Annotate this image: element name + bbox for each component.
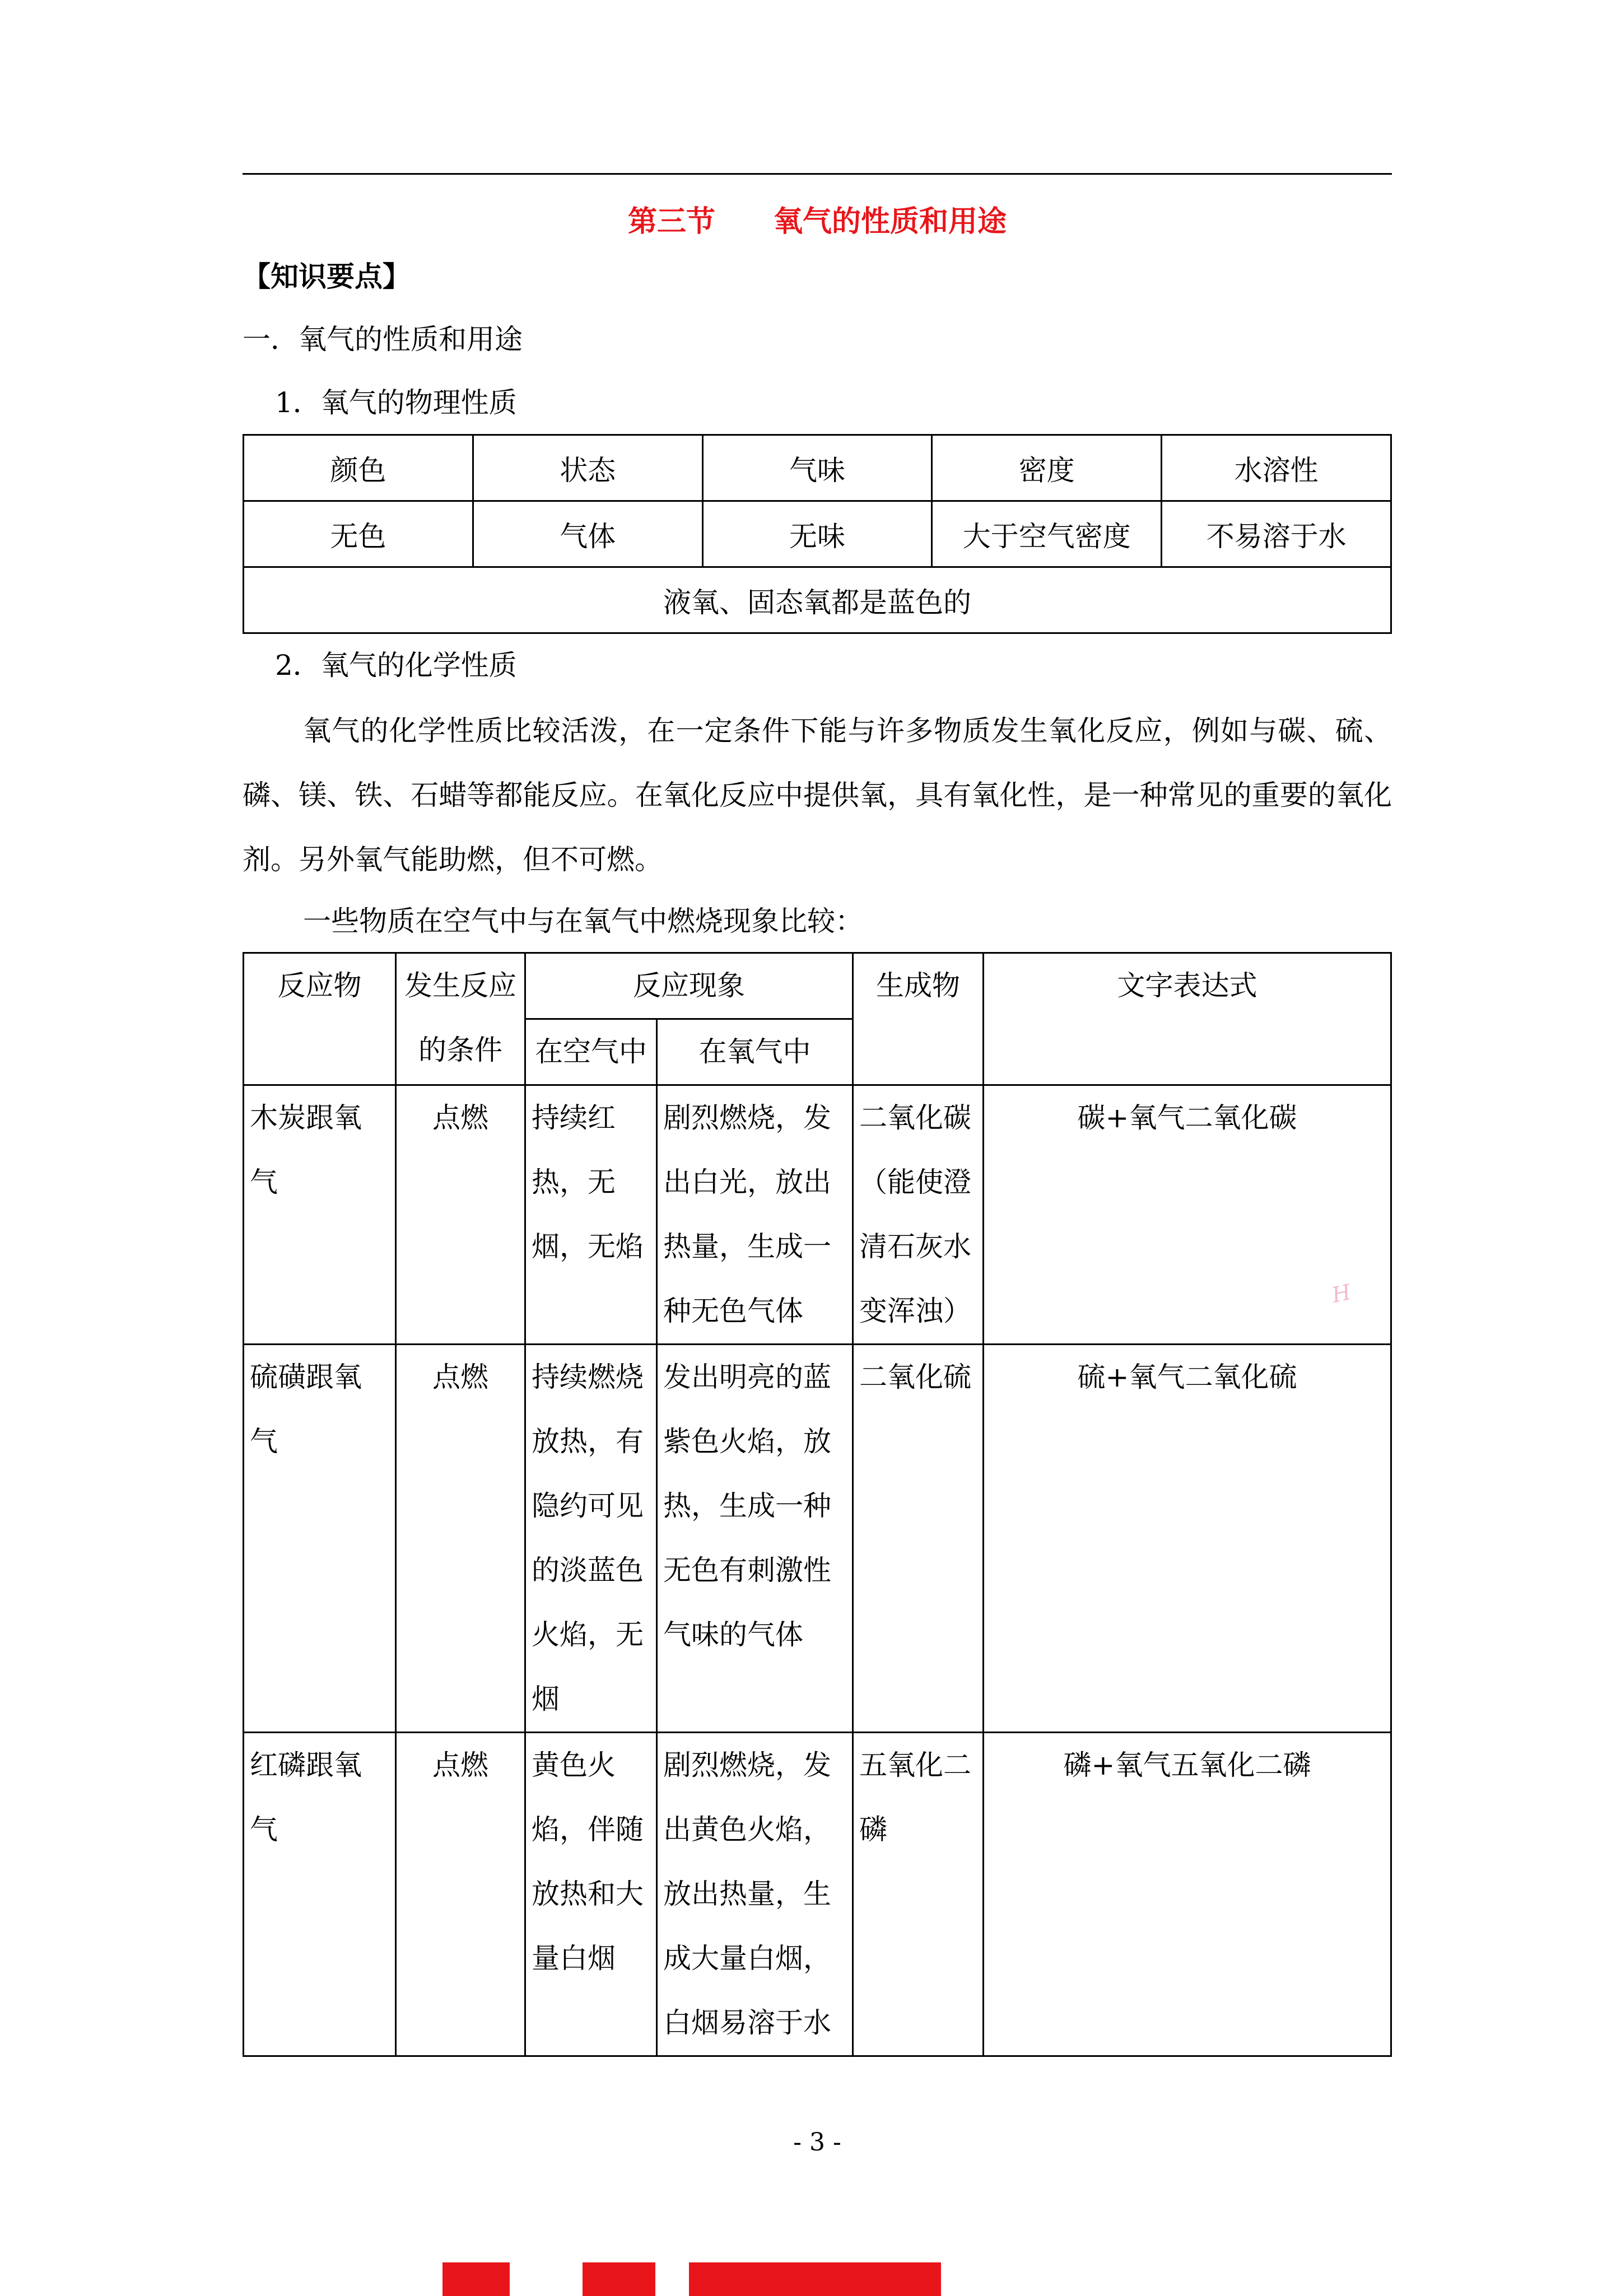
condition-cell: 点燃 [396, 1733, 525, 2056]
header-condition: 发生反应的条件 [396, 953, 525, 1085]
value-cell-density: 大于空气密度 [932, 501, 1162, 567]
watermark-mark: H [1329, 1280, 1353, 1308]
header-reactant: 反应物 [244, 953, 396, 1085]
table-row [244, 501, 1391, 567]
header-cell-color: 颜色 [244, 435, 473, 501]
subheading-chemical: 2．氧气的化学性质 [275, 649, 517, 682]
table-row [244, 1733, 1391, 2056]
physical-properties-table [243, 434, 1392, 634]
header-rule [243, 173, 1392, 175]
in-air-cell: 持续燃烧放热，有隐约可见的淡蓝色火焰，无烟 [525, 1345, 657, 1733]
header-in-air: 在空气中 [525, 1019, 657, 1085]
in-oxygen-cell: 发出明亮的蓝紫色火焰，放热，生成一种无色有刺激性气味的气体 [657, 1345, 853, 1733]
page-number: - 3 - [793, 2128, 841, 2157]
in-air-cell: 黄色火焰，伴随放热和大量白烟 [525, 1733, 657, 2056]
condition-cell: 点燃 [396, 1345, 525, 1733]
cut-off-text-fragment [689, 2262, 756, 2296]
header-cell-state: 状态 [473, 435, 702, 501]
value-cell-odor: 无味 [702, 501, 932, 567]
in-oxygen-cell: 剧烈燃烧，发出黄色火焰，放出热量，生成大量白烟，白烟易溶于水 [657, 1733, 853, 2056]
value-cell-state: 气体 [473, 501, 702, 567]
reactant-cell: 红磷跟氧气 [244, 1733, 396, 2056]
in-air-cell: 持续红热，无烟，无焰 [525, 1085, 657, 1345]
header-product: 生成物 [853, 953, 984, 1085]
page-title: 第三节 氧气的性质和用途 [627, 205, 1007, 239]
header-cell-odor: 气味 [702, 435, 932, 501]
table-row [244, 435, 1391, 501]
note-cell: 液氧、固态氧都是蓝色的 [244, 567, 1391, 633]
product-cell: 五氧化二磷 [853, 1733, 984, 2056]
reactant-cell: 硫磺跟氧气 [244, 1345, 396, 1733]
condition-cell: 点燃 [396, 1085, 525, 1345]
header-cell-solubility: 水溶性 [1162, 435, 1391, 501]
value-cell-color: 无色 [244, 501, 473, 567]
header-phenomenon: 反应现象 [525, 953, 853, 1019]
product-cell: 二氧化硫 [853, 1345, 984, 1733]
header-expression: 文字表达式 [984, 953, 1391, 1085]
value-cell-solubility: 不易溶于水 [1162, 501, 1391, 567]
cut-off-text-fragment [583, 2262, 655, 2296]
table-row [244, 1345, 1391, 1733]
expression-cell: 碳+氧气二氧化碳 [984, 1085, 1391, 1345]
section-header: 【知识要点】 [243, 260, 411, 293]
chemical-properties-paragraph: 氧气的化学性质比较活泼，在一定条件下能与许多物质发生氧化反应，例如与碳、硫、磷、镁、铁、石蜡等都能反应。在氧化反应中提供氧，具有氧化性，是一种常见的重要的氧化剂。另外氧气能助燃，但不可燃。 [243, 715, 1392, 876]
header-cell-density: 密度 [932, 435, 1162, 501]
header-in-oxygen: 在氧气中 [657, 1019, 853, 1085]
cut-off-text-fragment [751, 2262, 941, 2296]
cut-off-text-fragment [442, 2262, 510, 2296]
expression-cell: 硫+氧气二氧化硫 [984, 1345, 1391, 1733]
expression-cell: 磷+氧气五氧化二磷 [984, 1733, 1391, 2056]
table-row [244, 1085, 1391, 1345]
table-header-row [244, 953, 1391, 1019]
comparison-intro: 一些物质在空气中与在氧气中燃烧现象比较： [303, 905, 863, 937]
table-row [244, 567, 1391, 633]
combustion-comparison-table [243, 952, 1392, 2057]
heading-properties: 一．氧气的性质和用途 [243, 323, 523, 356]
subheading-physical: 1．氧气的物理性质 [275, 386, 517, 419]
reactant-cell: 木炭跟氧气 [244, 1085, 396, 1345]
product-cell: 二氧化碳（能使澄清石灰水变浑浊） [853, 1085, 984, 1345]
in-oxygen-cell: 剧烈燃烧，发出白光，放出热量，生成一种无色气体 [657, 1085, 853, 1345]
